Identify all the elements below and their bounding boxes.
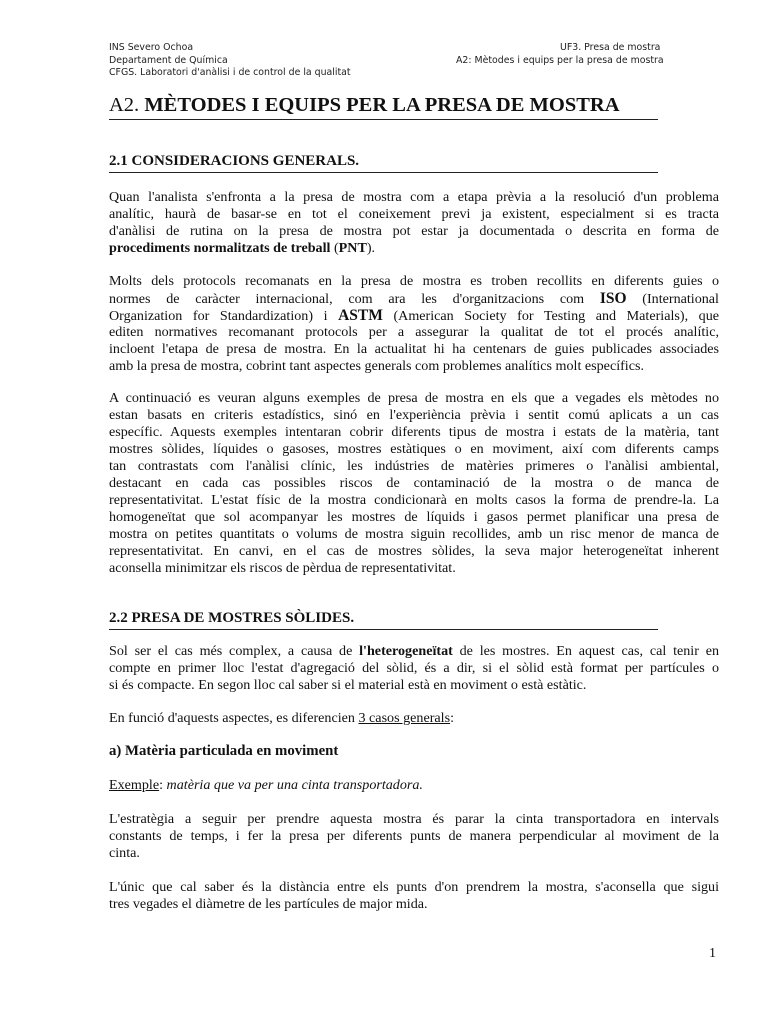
- text-line: [109, 777, 423, 793]
- paragraph-s2-p1: [109, 643, 719, 694]
- example-label: Exemple: [109, 777, 160, 793]
- text-line: editen normatives recomanant protocols per a assegurar la qualitat de tot el procés analític,: [109, 324, 719, 340]
- text-line: representativitat. L'estat físic de la mostra condicionarà en molts casos la forma de prendre-la. La: [109, 492, 719, 508]
- bold-term: PNT: [338, 240, 367, 256]
- text-line: [109, 710, 454, 726]
- text-fragment: normes de caràcter internacional, com ara les d'organitzacions com: [109, 291, 585, 307]
- underlined-term: 3 casos generals: [358, 710, 451, 726]
- page-title: [109, 92, 658, 120]
- header-school: INS Severo Ochoa: [109, 42, 194, 53]
- bold-term: l'heterogeneïtat: [359, 643, 453, 659]
- text-line: amb la presa de mostra, cobrint tant aspectes generals com problemes analítics molt específics.: [109, 358, 644, 374]
- text-line: Quan l'analista s'enfronta a la presa de mostra com a etapa prèvia a la resolució d'un problema: [109, 189, 719, 205]
- header-course: CFGS. Laboratori d'anàlisi i de control de la qualitat: [109, 67, 351, 78]
- header-right: [456, 42, 664, 67]
- text-line: estan basats en criteris estadístics, sinó en l'experiència prèvia i sentit comú aplicats a un cas: [109, 407, 719, 423]
- paragraph-s1-p3: [109, 390, 719, 577]
- page-number: 1: [709, 946, 716, 961]
- text-fragment: Organization for Standardization) i: [109, 308, 328, 324]
- header-activity: A2: Mètodes i equips per la presa de mostra: [456, 54, 664, 66]
- text-line: aconsella minimitzar els riscos de pèrdua de representativitat.: [109, 560, 456, 576]
- text-line: [109, 290, 719, 307]
- text-line: específic. Aquests exemples intentaran cobrir diferents tipus de mostra i estats de la matèria, tant: [109, 424, 719, 440]
- page-title-prefix: A2.: [109, 94, 140, 116]
- text-line: mostres sòlides, líquides o gasoses, mostres estàtiques o en moviment, així com diferents camps: [109, 441, 719, 457]
- text-fragment: ).: [366, 240, 376, 256]
- text-line: L'únic que cal saber és la distància entre els punts d'on prendrem la mostra, s'aconsella que sigui: [109, 879, 719, 895]
- text-line: representativitat. En canvi, en el cas de mostres sòlides, la seva major heterogeneïtat inherent: [109, 543, 719, 559]
- text-line: [109, 307, 719, 324]
- section-heading-2-2: 2.2 PRESA DE MOSTRES SÒLIDES.: [109, 609, 658, 630]
- text-line: destacant en cada cas possibles riscos de contaminació de la mostra o de manca de: [109, 475, 719, 491]
- text-fragment: :: [159, 777, 167, 793]
- text-fragment: (: [330, 240, 339, 256]
- paragraph-s2-p3: [109, 811, 719, 862]
- text-line: tan contrastats com l'anàlisi clínic, les indústries de matèries primeres o l'anàlisi ambiental,: [109, 458, 719, 474]
- bold-term: ISO: [599, 290, 627, 307]
- bold-term: ASTM: [338, 307, 383, 324]
- text-fragment: En funció d'aquests aspectes, es diferencien: [109, 710, 359, 726]
- text-fragment: (American Society for Testing and Materials), que: [393, 308, 719, 324]
- paragraph-s1-p2: [109, 273, 719, 375]
- paragraph-example: [109, 777, 719, 794]
- text-line: constants de temps, i fer la presa per diferents punts de manera perpendicular al moviment de la: [109, 828, 719, 844]
- paragraph-s2-p4: [109, 879, 719, 913]
- section-heading-2-1: 2.1 CONSIDERACIONS GENERALS.: [109, 152, 658, 173]
- paragraph-s1-p1: [109, 189, 719, 257]
- text-line: tres vegades el diàmetre de les partícules de major mida.: [109, 896, 428, 912]
- text-line: A continuació es veuran alguns exemples de presa de mostra en els que a vegades els mètodes no: [109, 390, 719, 406]
- bold-term: procediments normalitzats de treball: [109, 240, 331, 256]
- text-line: [109, 240, 375, 256]
- text-fragment: (International: [642, 291, 719, 307]
- text-fragment: Sol ser el cas més complex, a causa de: [109, 643, 353, 659]
- text-line: L'estratègia a seguir per prendre aquesta mostra és parar la cinta transportadora en intervals: [109, 811, 719, 827]
- example-text: matèria que va per una cinta transportadora.: [166, 777, 423, 793]
- text-line: [109, 643, 719, 660]
- text-line: mostra on petites quantitats o volums de mostra siguin recollides, amb un risc menor de manca de: [109, 526, 719, 542]
- text-line: si és compacte. En segon lloc cal saber si el material està en moviment o està estàtic.: [109, 677, 587, 693]
- paragraph-s2-p2: [109, 710, 719, 727]
- text-fragment: de les mostres. En aquest cas, cal tenir en: [459, 643, 719, 659]
- text-fragment: :: [450, 710, 454, 726]
- text-line: Molts dels protocols recomanats en la presa de mostra es troben recollits en diferents guies o: [109, 273, 719, 289]
- text-line: incloent l'etapa de presa de mostra. En la actualitat hi ha centenars de guies publicades associades: [109, 341, 719, 357]
- header-department: Departament de Química: [109, 54, 228, 66]
- text-line: d'anàlisi de rutina on la presa de mostra pot estar ja documentada o descrita en forma de: [109, 223, 719, 239]
- header-unit: UF3. Presa de mostra: [560, 42, 661, 53]
- header-left: [109, 42, 351, 80]
- page-title-text: MÈTODES I EQUIPS PER LA PRESA DE MOSTRA: [144, 94, 620, 116]
- text-line: homogeneïtat que sol acompanyar les mostres de líquids i gasos permet planificar una presa de: [109, 509, 719, 525]
- text-line: analític, haurà de basar-se en tot el coneixement previ ja existent, especialment si es tracta: [109, 206, 719, 222]
- text-line: cinta.: [109, 845, 140, 861]
- text-line: compte en primer lloc l'estat d'agregació del sòlid, és a dir, si el sòlid està format per partícules o: [109, 660, 719, 676]
- subheading-case-a: a) Matèria particulada en moviment: [109, 743, 339, 759]
